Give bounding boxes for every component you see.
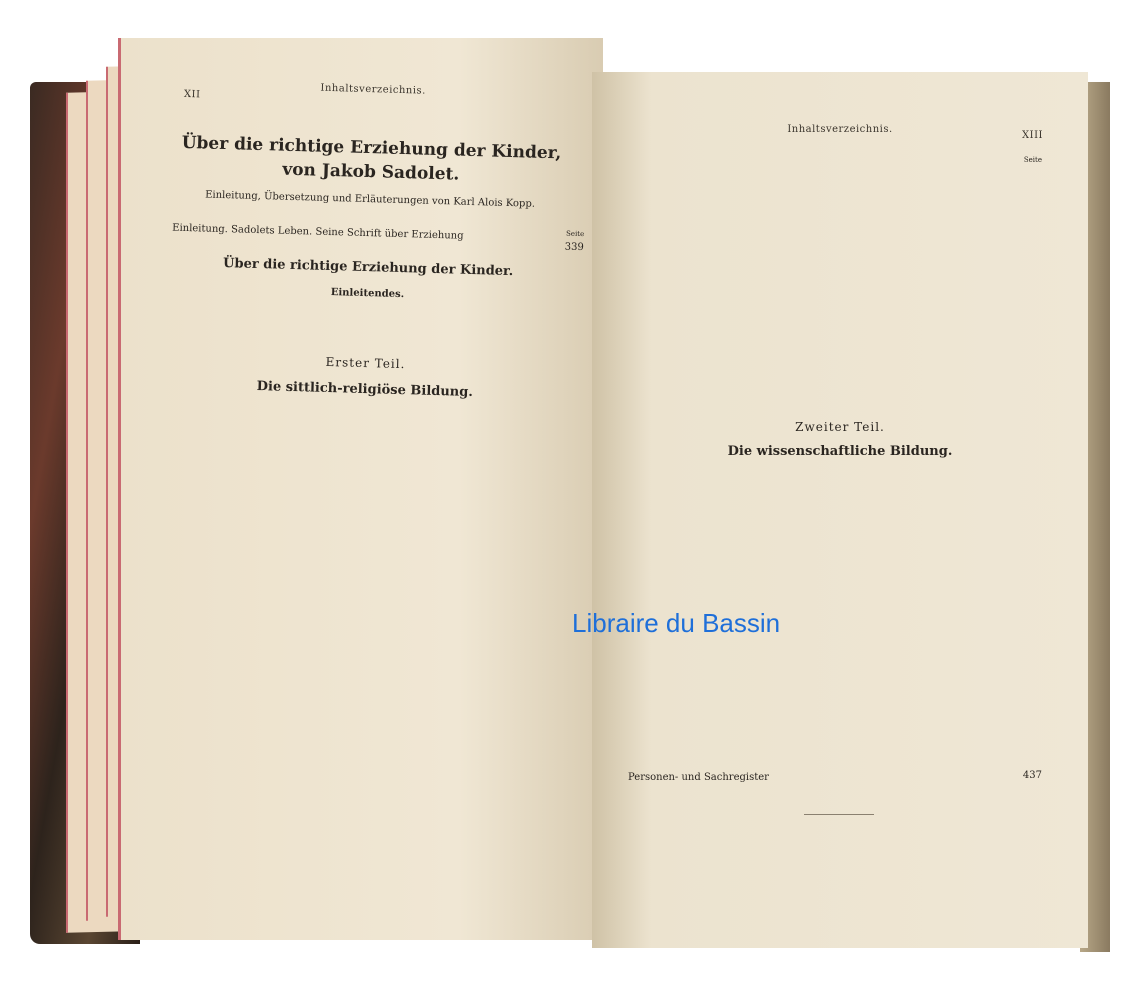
register-page: 437 <box>1022 770 1042 781</box>
seite-label: Seite <box>565 229 585 239</box>
part-title: Die sittlich-religiöse Bildung. <box>256 379 474 401</box>
left-page <box>118 38 603 940</box>
page-number: XIII <box>1022 130 1043 141</box>
part-title: Die wissenschaftliche Bildung. <box>727 444 953 459</box>
right-page <box>592 72 1088 948</box>
register-entry: Personen- und Sachregister <box>628 772 769 783</box>
running-head: Inhaltsverzeichnis. <box>787 124 893 135</box>
book-title-line2: von Jakob Sadolet. <box>282 159 460 185</box>
einleitendes-heading: Einleitendes. <box>330 287 405 301</box>
intro-entry: Einleitung. Sadolets Leben. Seine Schrift über Erziehung <box>172 222 464 242</box>
intro-page: 339 <box>564 241 584 254</box>
prelim-list <box>134 31 616 44</box>
running-head: Inhaltsverzeichnis. <box>320 82 426 97</box>
page-number: XII <box>183 88 201 101</box>
seite-label: Seite <box>1023 156 1042 164</box>
chapter-list <box>134 31 616 44</box>
subtitle: Einleitung, Übersetzung und Erläuterungen von Karl Alois Kopp. <box>205 189 536 210</box>
section-title: Über die richtige Erziehung der Kinder. <box>222 256 514 280</box>
end-rule <box>804 814 874 815</box>
part-label: Erster Teil. <box>325 354 406 372</box>
book-title-line1: Über die richtige Erziehung der Kinder, <box>181 132 562 164</box>
watermark-text: Libraire du Bassin <box>572 608 781 638</box>
part-label: Zweiter Teil. <box>795 420 885 434</box>
